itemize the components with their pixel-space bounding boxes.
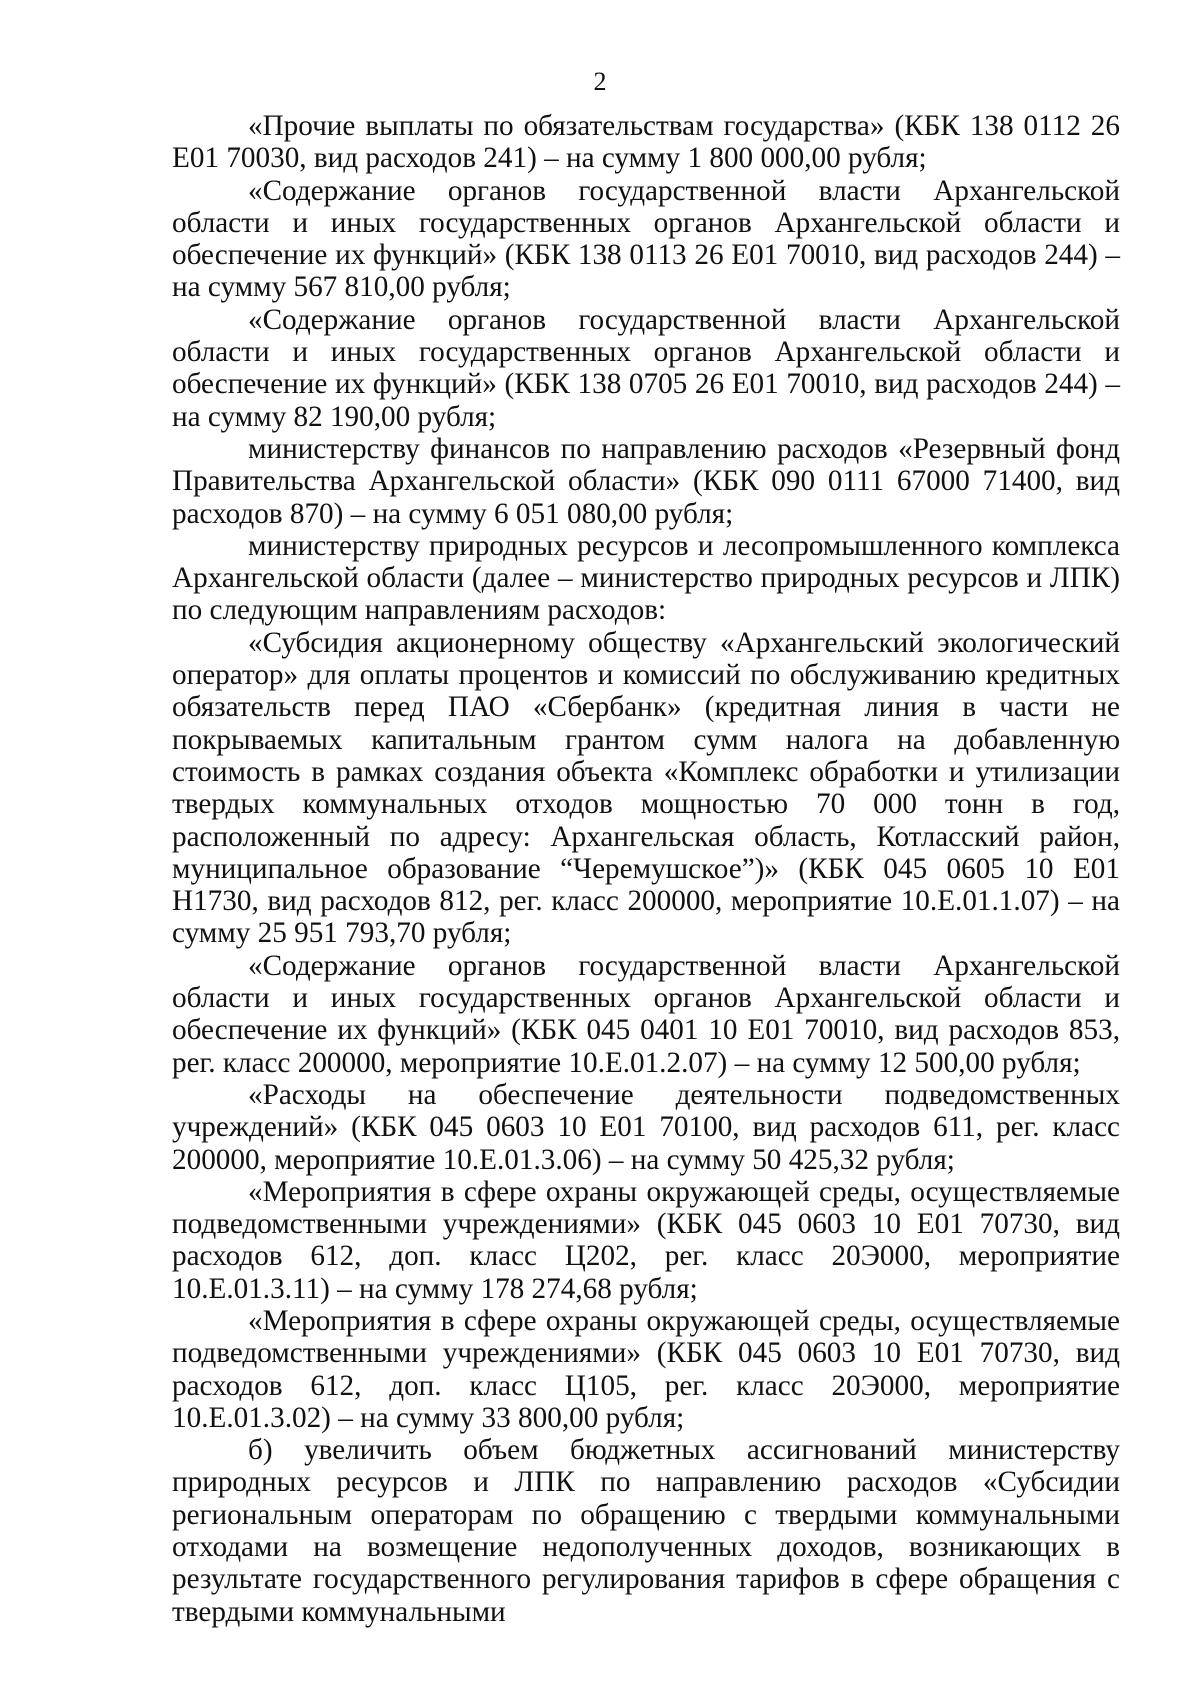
paragraph-2: «Содержание органов государственной власти Архангельской области и иных государственных органов Архангельской области и обеспечение их функций» (КБК 138 0113 26 Е01 70010, вид расходов 244) – на сумму 567 810,00 рубля; [172, 174, 1120, 304]
paragraph-9: «Мероприятия в сфере охраны окружающей среды, осуществляемые подведомственными учреждениями» (КБК 045 0603 10 Е01 70730, вид расходов 612, доп. класс Ц202, рег. класс 20Э000, мероприятие 10.Е.01.3.11) – на сумму 178 274,68 рубля; [172, 1175, 1120, 1305]
paragraph-8: «Расходы на обеспечение деятельности подведомственных учреждений» (КБК 045 0603 10 Е01 70100, вид расходов 611, рег. класс 200000, мероприятие 10.Е.01.3.06) – на сумму 50 425,32 рубля; [172, 1078, 1120, 1176]
page-number: 2 [593, 67, 607, 96]
paragraph-3: «Содержание органов государственной власти Архангельской области и иных государственных органов Архангельской области и обеспечение их функций» (КБК 138 0705 26 Е01 70010, вид расходов 244) – на сумму 82 190,00 рубля; [172, 303, 1120, 433]
paragraph-1: «Прочие выплаты по обязательствам государства» (КБК 138 0112 26 Е01 70030, вид расходов 241) – на сумму 1 800 000,00 рубля; [172, 110, 1120, 175]
paragraph-10: «Мероприятия в сфере охраны окружающей среды, осуществляемые подведомственными учреждениями» (КБК 045 0603 10 Е01 70730, вид расходов 612, доп. класс Ц105, рег. класс 20Э000, мероприятие 10.Е.01.3.02) – на сумму 33 800,00 рубля; [172, 1304, 1120, 1434]
paragraph-6: «Субсидия акционерному обществу «Архангельский экологический оператор» для оплаты процентов и комиссий по обслуживанию кредитных обязательств перед ПАО «Сбербанк» (кредитная линия в части не покрываемых капитальным грантом сумм налога на добавленную стоимость в рамках создания объекта «Комплекс обработки и утилизации твердых коммунальных отходов мощностью 70 000 тонн в год, расположенный по адресу: Архангельская область, Котласский район, муниципальное образование “Черемушское”)» (КБК 045 0605 10 Е01 Н1730, вид расходов 812, рег. класс 200000, мероприятие 10.Е.01.1.07) – на сумму 25 951 793,70 рубля; [172, 626, 1120, 950]
paragraph-11: б) увеличить объем бюджетных ассигнований министерству природных ресурсов и ЛПК по направлению расходов «Субсидии региональным операторам по обращению с твердыми коммунальными отходами на возмещение недополученных доходов, возникающих в результате государственного регулирования тарифов в сфере обращения с твердыми коммунальными [172, 1434, 1120, 1628]
document-body [172, 110, 1120, 1628]
paragraph-4: министерству финансов по направлению расходов «Резервный фонд Правительства Архангельской области» (КБК 090 0111 67000 71400, вид расходов 870) – на сумму 6 051 080,00 рубля; [172, 432, 1120, 530]
paragraph-7: «Содержание органов государственной власти Архангельской области и иных государственных органов Архангельской области и обеспечение их функций» (КБК 045 0401 10 Е01 70010, вид расходов 853, рег. класс 200000, мероприятие 10.Е.01.2.07) – на сумму 12 500,00 рубля; [172, 949, 1120, 1079]
paragraph-5: министерству природных ресурсов и лесопромышленного комплекса Архангельской области (далее – министерство природных ресурсов и ЛПК) по следующим направлениям расходов: [172, 529, 1120, 627]
